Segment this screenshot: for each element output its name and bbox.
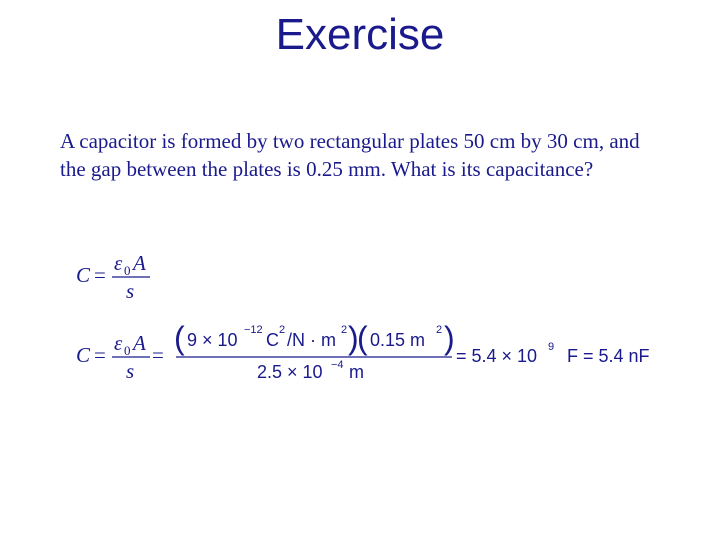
slide-title: Exercise: [275, 10, 445, 59]
eq2-lhs: C: [76, 343, 91, 367]
eq2-permittivity-value: 9 × 10: [187, 330, 238, 350]
eq2-lparen-1: (: [174, 320, 185, 356]
eq2-unit-coulomb-exp: 2: [279, 324, 286, 336]
eq2-equals-2: =: [152, 343, 164, 367]
eq1-denominator: s: [126, 279, 135, 303]
formula-calculation: [76, 320, 650, 383]
eq2-area-value: 0.15 m: [370, 330, 426, 350]
eq2-gap-unit: m: [349, 362, 364, 382]
eq1-lhs: C: [76, 263, 91, 287]
eq1-epsilon-sub: 0: [124, 263, 131, 278]
eq1-equals: =: [94, 263, 106, 287]
eq2-equals-1: =: [94, 343, 106, 367]
eq2-unit-rest: /N · m: [287, 330, 336, 350]
eq2-result-value: = 5.4 × 10: [456, 346, 538, 366]
eq2-area-exponent: 2: [436, 324, 443, 336]
eq2-unit-coulomb: C: [266, 330, 279, 350]
problem-statement: A capacitor is formed by two rectangular plates 50 cm by 30 cm, and the gap between the plates is 0.25 mm. What is its capacitance?: [60, 129, 640, 181]
eq2-unit-rest-exp: 2: [341, 324, 348, 336]
eq2-result-exponent: 9: [548, 341, 555, 353]
eq2-area: A: [133, 331, 146, 355]
formula-basic: [76, 251, 150, 303]
eq2-rparen-2: ): [444, 320, 455, 356]
eq2-rparen-1: ): [348, 320, 359, 356]
eq2-permittivity-exponent: −12: [244, 324, 263, 336]
eq2-epsilon: ε: [114, 331, 123, 355]
eq1-area: A: [133, 251, 146, 275]
eq2-gap-value: 2.5 × 10: [257, 362, 323, 382]
eq2-lparen-2: (: [357, 320, 368, 356]
eq2-denominator-s: s: [126, 359, 135, 383]
eq2-epsilon-sub: 0: [124, 343, 131, 358]
eq2-result-unit: F = 5.4 nF: [567, 346, 650, 366]
eq2-gap-exponent: −4: [331, 359, 344, 371]
eq1-epsilon: ε: [114, 251, 123, 275]
